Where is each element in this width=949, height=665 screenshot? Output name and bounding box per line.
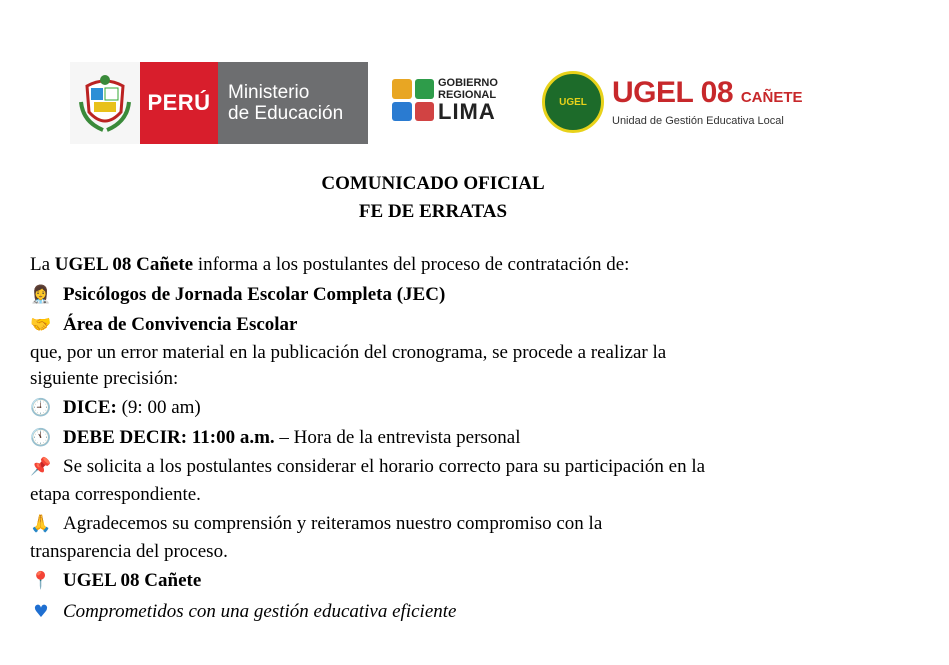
- ugel-text: [612, 77, 803, 127]
- signature-line: [30, 570, 201, 592]
- ministerio-label: [218, 62, 368, 144]
- dice-label: DICE:: [63, 397, 117, 418]
- logo-bar: [64, 58, 804, 146]
- intro-line: [30, 254, 629, 276]
- gore-line2: REGIONAL: [438, 89, 497, 101]
- thanks-line2: transparencia del proceso.: [30, 541, 228, 562]
- notice-line2: etapa correspondiente.: [30, 484, 201, 505]
- thanks-line1: [30, 513, 602, 535]
- handshake-icon: 🤝: [30, 315, 52, 335]
- dice-line: [30, 397, 201, 419]
- pushpin-icon: 📌: [30, 457, 52, 477]
- ugel-tagline: Unidad de Gestión Educativa Local: [612, 115, 784, 127]
- intro-post: informa a los postulantes del proceso de contratación de:: [193, 254, 630, 275]
- clock-icon: 🕚: [30, 428, 52, 448]
- ugel-city: CAÑETE: [740, 89, 803, 106]
- blue-heart-icon: ♥: [33, 602, 49, 622]
- person-icon: 👩‍⚕️: [30, 285, 52, 305]
- heading-line1: COMUNICADO OFICIAL: [321, 173, 545, 194]
- debe-line: [30, 427, 521, 449]
- debe-note: – Hora de la entrevista personal: [274, 427, 521, 448]
- ministerio-line1: Ministerio: [228, 82, 310, 103]
- ugel-seal-icon: UGEL: [542, 71, 604, 133]
- motto-text: Comprometidos con una gestión educativa eficiente: [63, 601, 457, 622]
- ugel-title: [612, 77, 803, 114]
- item-psicologos: [30, 284, 445, 306]
- peru-label: PERÚ: [140, 62, 218, 144]
- ugel-name: UGEL 08: [612, 76, 733, 109]
- peru-coat-of-arms-icon: [70, 62, 140, 144]
- minedu-logo: [70, 62, 368, 144]
- item-psicologos-text: Psicólogos de Jornada Escolar Completa (JEC): [63, 284, 446, 305]
- intro-org: UGEL 08 Cañete: [54, 254, 194, 275]
- notice-text1: Se solicita a los postulantes considerar el horario correcto para su participación en la: [63, 456, 706, 477]
- intro-pre: La: [30, 254, 55, 275]
- gobierno-regional-lima-logo: [392, 70, 508, 130]
- round-pushpin-icon: 📍: [30, 571, 52, 591]
- error-line2: siguiente precisión:: [30, 368, 179, 389]
- heading-line2: FE DE ERRATAS: [358, 201, 508, 222]
- dice-value: (9: 00 am): [116, 397, 201, 418]
- ugel-logo: [542, 62, 804, 142]
- notice-line1: [30, 456, 705, 478]
- gore-line1: GOBIERNO: [438, 77, 498, 89]
- gore-blocks-icon: [392, 79, 434, 121]
- error-line1: que, por un error material en la publicación del cronograma, se procede a realizar la: [30, 342, 667, 363]
- ministerio-line2: de Educación: [228, 103, 344, 124]
- gore-line3: LIMA: [438, 99, 496, 124]
- praying-hands-icon: 🙏: [30, 514, 52, 534]
- signature-text: UGEL 08 Cañete: [63, 570, 202, 591]
- gore-text: [438, 77, 498, 123]
- debe-label: DEBE DECIR: 11:00 a.m.: [63, 427, 275, 448]
- thanks-text1: Agradecemos su comprensión y reiteramos nuestro compromiso con la: [63, 513, 603, 534]
- item-area: [30, 314, 298, 336]
- motto-line: [30, 601, 456, 623]
- clock-icon: 🕘: [30, 398, 52, 418]
- item-area-text: Área de Convivencia Escolar: [63, 314, 298, 335]
